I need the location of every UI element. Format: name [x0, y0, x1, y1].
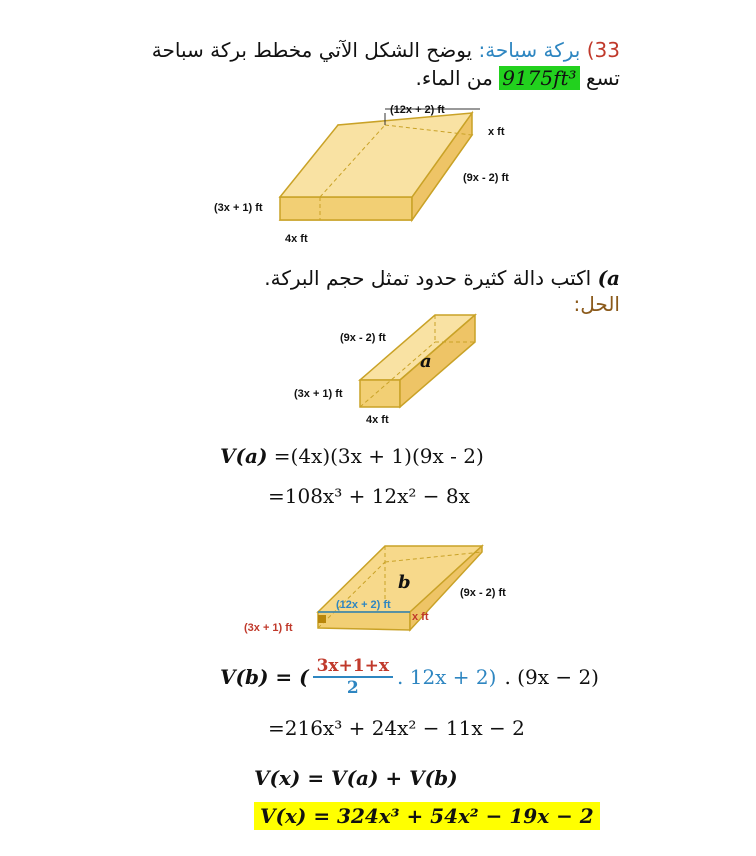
eq-b-numerator: 3x+1+x [313, 656, 393, 678]
part-a-letter: a) [597, 266, 620, 290]
pool-diagram-part-a [290, 305, 490, 430]
fig3-right-label: (9x - 2) ft [460, 587, 506, 599]
fig2-bottom-label: 4x ft [366, 414, 389, 426]
eq-b-result: =216x³ + 24x² − 11x − 2 [268, 716, 525, 740]
eq-total-final: V(x) = 324x³ + 54x² − 19x − 2 [254, 802, 600, 830]
eq-b-lhs: V(b) = ( [220, 665, 309, 689]
fig1-depth-label: x ft [488, 126, 505, 138]
fig3-mid-label: (12x + 2) ft [336, 599, 391, 611]
solution-label: الحل: [573, 292, 620, 316]
eq-b-middle: . 12x + 2) [397, 665, 497, 689]
fig3-depth-label: x ft [412, 611, 429, 623]
part-a-prompt [264, 266, 620, 290]
eq-b-fraction [313, 656, 393, 698]
eq-b-tail: . (9x − 2) [504, 665, 599, 689]
fig2-top-label: (9x - 2) ft [340, 332, 386, 344]
problem-line-1 [152, 38, 620, 62]
problem-line-2 [415, 66, 620, 90]
problem-text-pre: تسع [585, 66, 620, 90]
eq-a-line1 [220, 444, 484, 468]
problem-text-post: من الماء. [415, 66, 493, 90]
region-a-label: a [420, 351, 432, 372]
fig3-left-label: (3x + 1) ft [244, 622, 293, 634]
fig1-right-label: (9x - 2) ft [463, 172, 509, 184]
pool-diagram-part-b [240, 540, 530, 640]
fig2-left-label: (3x + 1) ft [294, 388, 343, 400]
eq-a-lhs: V(a) [220, 444, 268, 468]
eq-b-line1 [220, 656, 599, 698]
problem-text-line1: يوضح الشكل الآتي مخطط بركة سباحة [151, 38, 473, 62]
volume-highlight: 9175ft³ [499, 66, 579, 90]
eq-total-sum: V(x) = V(a) + V(b) [254, 766, 458, 790]
pool-front-face [280, 197, 412, 220]
fig1-left-label: (3x + 1) ft [214, 202, 263, 214]
eq-b-denominator: 2 [346, 678, 359, 698]
eq-a-rhs: =(4x)(3x + 1)(9x - 2) [273, 444, 484, 468]
pool-diagram-full [200, 95, 540, 250]
problem-number: 33) [586, 38, 620, 62]
region-b-label: b [398, 572, 411, 593]
fig1-top-label: (12x + 2) ft [390, 104, 445, 116]
fig1-bottom-label: 4x ft [285, 233, 308, 245]
problem-title: بركة سباحة: [478, 38, 581, 62]
part-a-text: اكتب دالة كثيرة حدود تمثل حجم البركة. [264, 266, 592, 290]
eq-total-final-wrap [254, 804, 600, 828]
right-angle-marker [318, 615, 326, 623]
eq-a-result: =108x³ + 12x² − 8x [268, 484, 470, 508]
